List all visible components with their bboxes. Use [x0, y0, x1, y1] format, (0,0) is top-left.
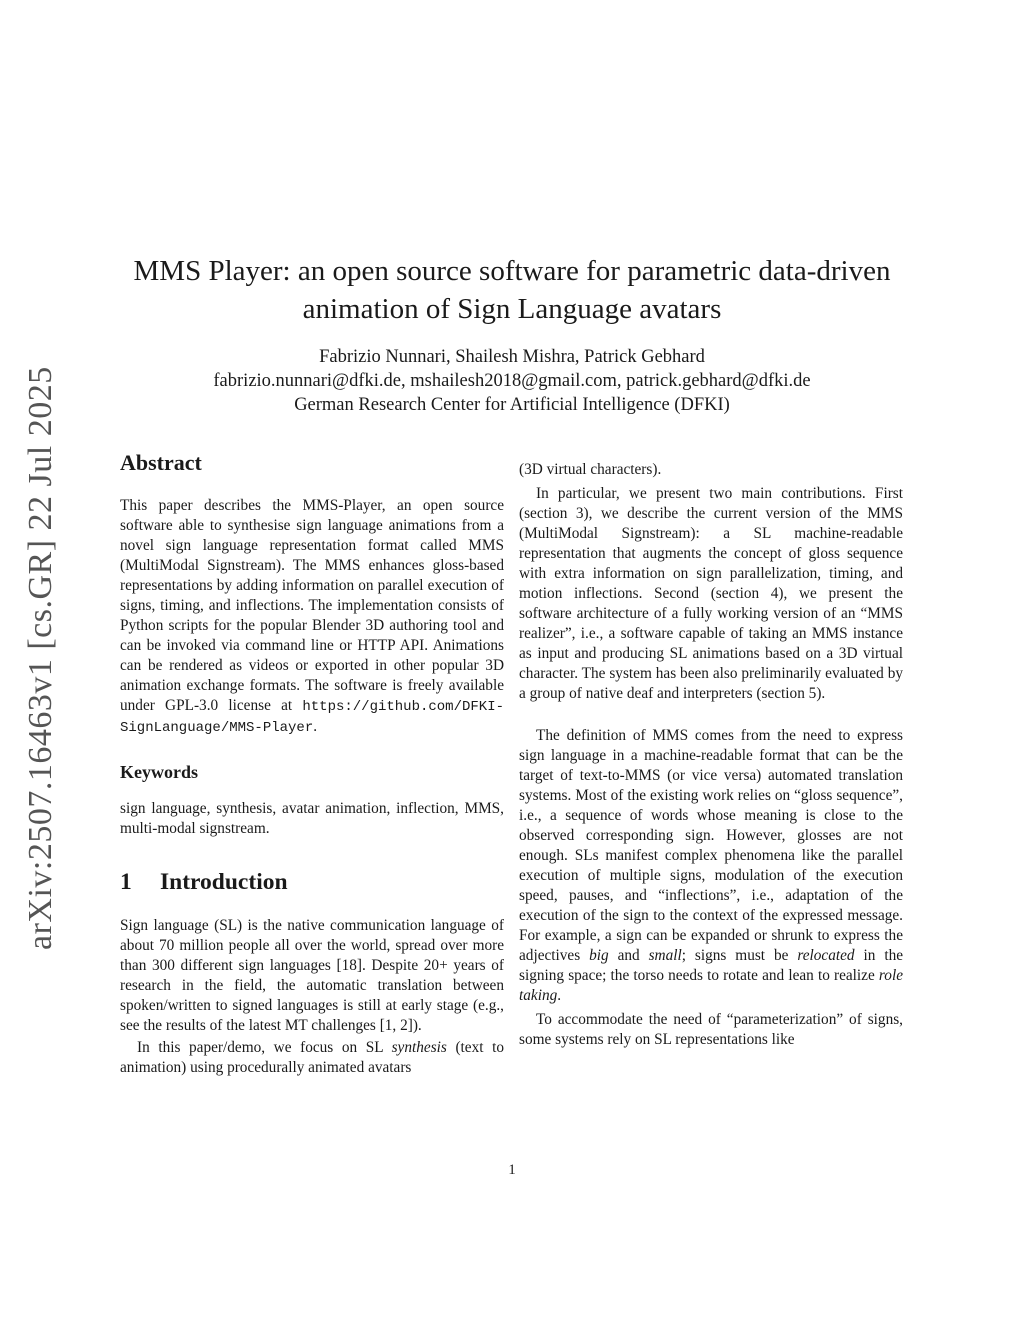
right-column: [519, 460, 903, 1050]
section-title: Introduction: [160, 869, 288, 895]
paper-title: [100, 252, 924, 328]
title-line-2: animation of Sign Language avatars: [302, 293, 722, 325]
right-p2-text-e: .: [557, 987, 562, 1004]
right-p2-em-role-taking: role taking: [519, 967, 903, 1004]
right-paragraph-2: [519, 726, 903, 1006]
abstract-heading: Abstract: [120, 450, 202, 475]
right-paragraph-0: (3D virtual characters).: [519, 461, 662, 478]
keywords-heading: Keywords: [120, 762, 198, 782]
author-names: Fabrizio Nunnari, Shailesh Mishra, Patrick Gebhard: [319, 347, 705, 367]
intro-paragraph-1: Sign language (SL) is the native communication language of about 70 million people all over the world, spread over more than 300 different sign languages [18]. Despite 20+ years of research in the field, the automatic translation between spoken/written to signed languages is still at early stage (e.g., see the results of the latest MT challenges [1, 2]).: [120, 917, 504, 1034]
right-p2-text-c: ; signs must be: [681, 947, 798, 964]
abstract-body: This paper describes the MMS-Player, an open source software able to synthesise sign language animations from a novel sign language representation format called MMS (MultiModal Signstream). The MMS enhances gloss-based representations by adding information on parallel execution of signs, timing, and inflections. The implementation consists of Python scripts for the popular Blender 3D authoring tool and can be invoked via command line or HTTP API. Animations can be rendered as videos or exported in other popular 3D animation exchange formats. The software is freely available under GPL-3.0 license at: [120, 497, 504, 714]
intro-p2-text-a: In this paper/demo, we focus on SL: [137, 1039, 392, 1056]
arxiv-stamp: arXiv:2507.16463v1 [cs.GR] 22 Jul 2025: [22, 366, 59, 950]
repository-link[interactable]: https://github.com/DFKI-SignLanguage/MMS-Player: [120, 699, 504, 736]
intro-paragraph-2: [120, 1038, 504, 1078]
right-p2-em-relocated: relocated: [797, 947, 855, 964]
author-emails: fabrizio.nunnari@dfki.de, mshailesh2018@gmail.com, patrick.gebhard@dfki.de: [213, 371, 811, 391]
left-column: [120, 450, 504, 1078]
keywords-text: sign language, synthesis, avatar animation, inflection, MMS, multi-modal signstream.: [120, 800, 504, 837]
title-line-1: MMS Player: an open source software for parametric data-driven: [133, 255, 891, 287]
introduction-heading: [120, 869, 504, 896]
right-p2-em-small: small: [648, 947, 682, 964]
author-block: [100, 345, 924, 417]
abstract-text: [120, 496, 504, 738]
right-p2-text-a: The definition of MMS comes from the need to express sign language in a machine-readable format that can be the target of text-to-MMS (or vice versa) automated translation systems. Most of the existing work relies on “gloss sequence”, i.e., a sequence of words whose meaning is close to the observed corresponding sign. However, glosses are not enough. SLs manifest complex phenomena like the parallel execution of multiple signs, modulation of the execution speed, pauses, and “inflections”, i.e., adaptation of the execution of the sign to the context of the expressed message. For example, a sign can be expanded or shrunk to express the adjectives: [519, 727, 903, 964]
section-number: 1: [120, 869, 132, 895]
right-p2-text-b: and: [608, 947, 649, 964]
intro-p2-text-b: (text to animation) using procedurally animated avatars: [120, 1039, 504, 1076]
right-p2-text-d: in the signing space; the torso needs to rotate and lean to realize: [519, 947, 904, 984]
right-paragraph-1: In particular, we present two main contributions. First (section 3), we describe the current version of the MMS (MultiModal Signstream): a SL machine-readable representation that augments the concept of gloss sequence with extra information on sign parallelization, timing, and motion inflections. Second (section 4), we present the software architecture of a fully working version of an “MMS realizer”, i.e., a software capable of taking an MMS instance as input and producing SL animations based on a 3D virtual character. The system has been also preliminarily evaluated by a group of native deaf and interpreters (section 5).: [519, 485, 903, 702]
page-number: 1: [508, 1162, 516, 1178]
author-affiliation: German Research Center for Artificial Intelligence (DFKI): [294, 395, 730, 415]
right-paragraph-3: To accommodate the need of “parameterization” of signs, some systems rely on SL representations like: [519, 1011, 903, 1048]
abstract-end: .: [313, 718, 318, 735]
intro-p2-emphasis: synthesis: [391, 1039, 447, 1056]
right-p2-em-big: big: [589, 947, 609, 964]
